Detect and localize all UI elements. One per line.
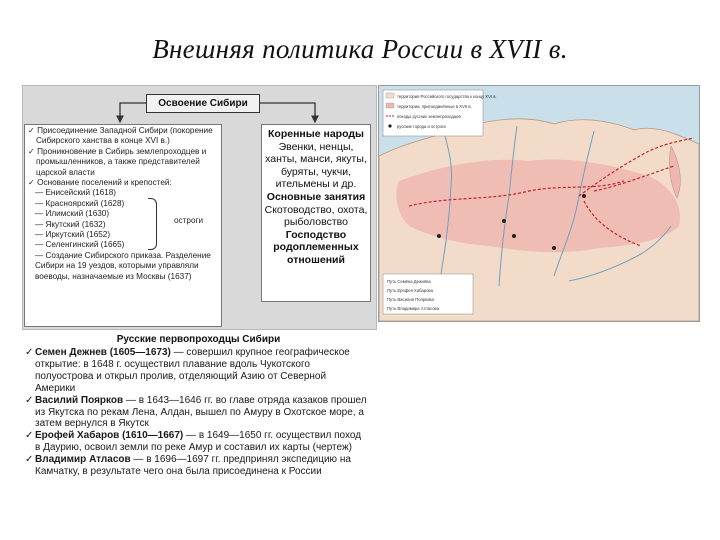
pioneer-text: — совершил крупное географическое открытие: в 1648 г. осуществил плавание вдоль Чукотского полуострова и открыл пролив, отделяющий Азию от Северной Америки [35, 347, 350, 394]
pioneer-name: Владимир Атласов [35, 454, 131, 466]
fort-item: — Красноярский (1628) [35, 198, 125, 208]
scheme-header: Освоение Сибири [146, 94, 260, 113]
prikaz-item: — Создание Сибирского приказа. Разделение Сибири на 19 уездов, которыми управляли воеводы, назначаемые из Москвы (1637) [35, 250, 211, 281]
pioneer-text: — в 1649—1650 гг. осуществил поход в Даурию, освоил земли по реке Амур и составил их карты (чертеж) [35, 430, 362, 454]
pioneer-item: ✓ Ерофей Хабаров (1610—1667) — в 1649—1650 гг. осуществил поход в Даурию, освоил земли по реке Амур и составил их карты (чертеж) [25, 430, 362, 454]
legend-route-label: Путь Василия Пояркова [387, 297, 434, 302]
legend-label: территории, присоединённые в XVII в. [397, 104, 472, 109]
pioneer-item: ✓ Василий Поярков — в 1643—1646 гг. во главе отряда казаков прошел из Якутска по рекам Лена, Алдан, вышел по Амуру в Охотское море, а затем вернулся в Якутск [25, 394, 367, 430]
legend-route-label: Путь Семёна Дежнёва [387, 279, 431, 284]
scheme-item-penetration: ✓ Проникновение в Сибирь землепроходцев и промышленников, а также представителей царской власти [28, 146, 207, 177]
town-marker [502, 219, 506, 223]
town-marker [512, 234, 516, 238]
scheme-item-annexation: ✓ Присоединение Западной Сибири (покорение Сибирского ханства в конце XVI в.) [28, 126, 213, 146]
town-marker [552, 246, 556, 250]
legend-label: территория Российского государства к концу XVI в. [397, 94, 497, 99]
legend-label: походы русских землепроходцев [397, 114, 461, 119]
pioneer-text: — в 1696—1697 гг. предпринял экспедицию на Камчатку, в результате чего она была присоединена к России [35, 454, 351, 478]
occupations-heading: Основные занятия [266, 190, 366, 203]
arrow-left [120, 103, 146, 122]
fort-item: — Илимский (1630) [35, 209, 110, 219]
fort-item: — Енисейский (1618) [35, 188, 117, 198]
peoples-heading: Коренные народы [268, 128, 364, 140]
scheme-item-penetration-text: Проникновение в Сибирь землепроходцев и промышленников, а также представителей царской власти [36, 146, 207, 177]
peoples-list: Эвенки, ненцы, ханты, манси, якуты, буряты, чукчи, ительмены и др. [265, 140, 367, 191]
pioneer-name: Семен Дежнев (1605—1673) [35, 347, 171, 358]
arrow-right [260, 103, 315, 122]
legend-route-label: Путь Владимира Атласова [387, 306, 440, 311]
legend-label: русские города и остроги [397, 124, 446, 129]
scheme-left-box [24, 124, 222, 327]
town-marker [437, 234, 441, 238]
pioneers-heading: Русские первопроходцы Сибири [116, 334, 281, 345]
town-marker [582, 194, 586, 198]
scheme-forts-block [28, 178, 218, 282]
pioneer-name: Василий Поярков [35, 394, 124, 406]
slide-title: Внешняя политика России в XVII в. [152, 34, 568, 64]
pioneer-item: ✓ Владимир Атласов — в 1696—1697 гг. предпринял экспедицию на Камчатку, в результате чего она была присоединена к России [25, 454, 351, 478]
ostrogi-label: остроги [174, 216, 204, 226]
occupations-list: Скотоводство, охота, рыболовство [264, 203, 368, 229]
scheme-right-box [261, 124, 371, 302]
legend-route-label: Путь Ерофея Хабарова [387, 288, 433, 293]
map-image [379, 86, 699, 321]
forts-brace [148, 198, 157, 250]
scheme-forts-head-text: Основание поселений и крепостей: [37, 178, 172, 188]
social-system: Господство родоплеменных отношений [273, 228, 359, 266]
scheme-forts-head: ✓ Основание поселений и крепостей: [28, 178, 172, 188]
pioneer-text: — в 1643—1646 гг. во главе отряда казаков прошел из Якутска по рекам Лена, Алдан, вышел по Амуру в Охотское море, а затем вернулся в Якутск [35, 394, 367, 430]
pioneer-item: ✓ Семен Дежнев (1605—1673) — совершил крупное географическое открытие: в 1648 г. осуществил плавание вдоль Чукотского полуострова и открыл пролив, отделяющий Азию от Северной Америки [25, 347, 350, 394]
scheme-item-annexation-text: Присоединение Западной Сибири (покорение Сибирского ханства в конце XVI в.) [36, 126, 213, 146]
fort-item: — Якутский (1632) [35, 219, 106, 229]
siberia-scheme [22, 85, 377, 330]
pioneer-name: Ерофей Хабаров (1610—1667) [35, 430, 184, 442]
siberia-map [378, 85, 700, 322]
fort-item: — Селенгинский (1665) [35, 240, 125, 250]
pioneers-list [22, 347, 367, 478]
fort-item: — Иркутский (1652) [35, 230, 111, 240]
